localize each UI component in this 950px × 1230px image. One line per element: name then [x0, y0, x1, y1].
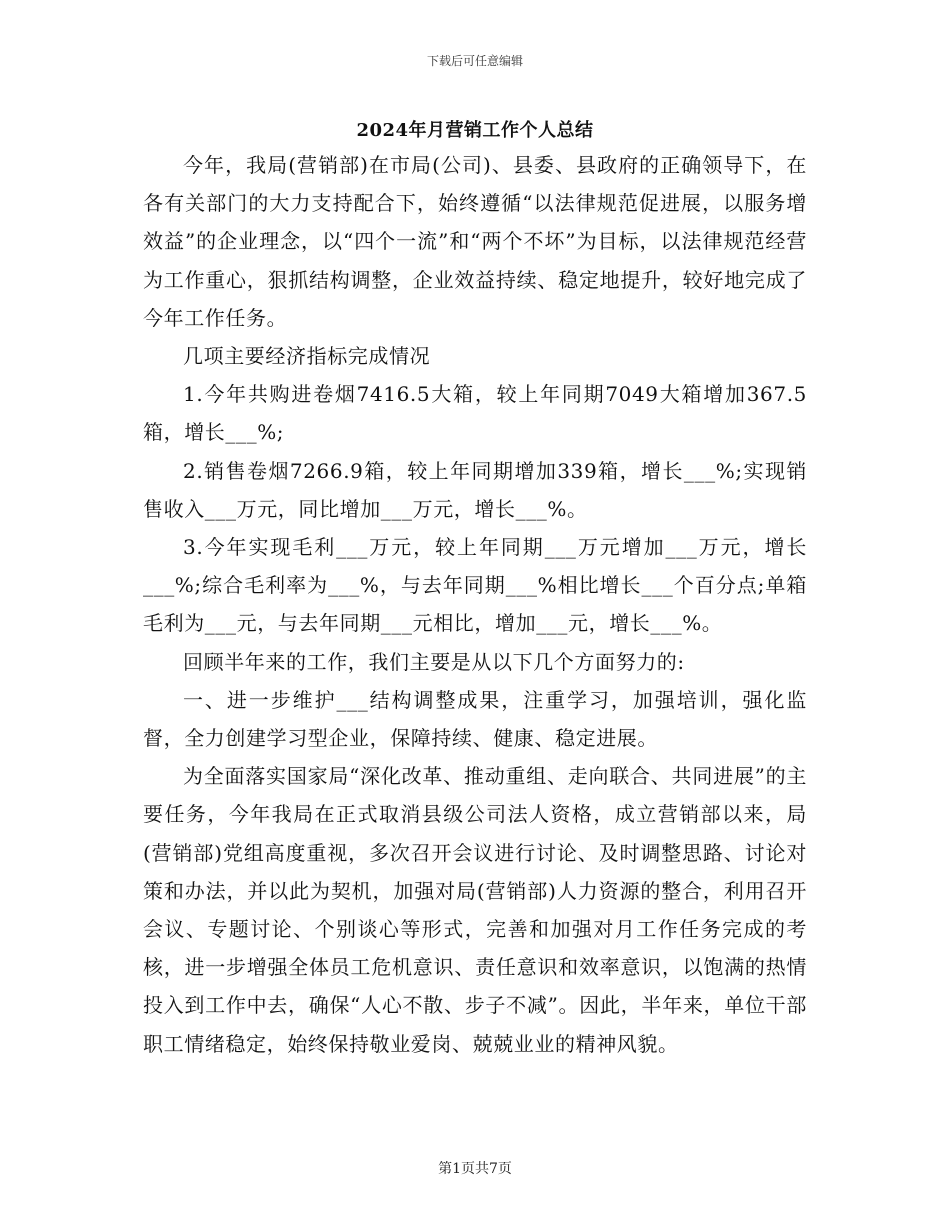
paragraph-indicators-heading: 几项主要经济指标完成情况	[183, 344, 431, 369]
document-body	[143, 146, 807, 1063]
paragraph-item-1: 1.今年共购进卷烟7416.5大箱，较上年同期7049大箱增加367.5箱，增长___%;	[143, 382, 807, 445]
paragraph-review: 回顾半年来的工作，我们主要是从以下几个方面努力的:	[183, 649, 685, 674]
paragraph-item-2: 2.销售卷烟7266.9箱，较上年同期增加339箱，增长___%;实现销售收入___万元，同比增加___万元，增长___%。	[143, 458, 807, 521]
paragraph-intro: 今年，我局(营销部)在市局(公司)、县委、县政府的正确领导下，在各有关部门的大力支持配合下，始终遵循“以法律规范促进展，以服务增效益”的企业理念，以“四个一流”和“两个不坏”为目标，以法律规范经营为工作重心，狠抓结构调整，企业效益持续、稳定地提升，较好地完成了今年工作任务。	[143, 153, 807, 330]
paragraph-section-1: 一、进一步维护___结构调整成果，注重学习，加强培训，强化监督，全力创建学习型企业，保障持续、健康、稳定进展。	[143, 687, 807, 751]
page-header-note: 下载后可任意编辑	[426, 54, 523, 68]
document-title: 2024年月营销工作个人总结	[356, 120, 594, 141]
paragraph-item-3: 3.今年实现毛利___万元，较上年同期___万元增加___万元，增长___%;综合毛利率为___%，与去年同期___%相比增长___个百分点;单箱毛利为___元，与去年同期___元相比，增加___元，增长___%。	[143, 535, 807, 636]
paragraph-section-1-detail: 为全面落实国家局“深化改革、推动重组、走向联合、共同进展”的主要任务，今年我局在正式取消县级公司法人资格，成立营销部以来，局(营销部)党组高度重视，多次召开会议进行讨论、及时调整思路、讨论对策和办法，并以此为契机，加强对局(营销部)人力资源的整合，利用召开会议、专题讨论、个别谈心等形式，完善和加强对月工作任务完成的考核，进一步增强全体员工危机意识、责任意识和效率意识，以饱满的热情投入到工作中去，确保“人心不散、步子不减”。因此，半年来，单位干部职工情绪稳定，始终保持敬业爱岗、兢兢业业的精神风貌。	[143, 764, 807, 1056]
page-number: 第1页共7页	[438, 1161, 512, 1177]
